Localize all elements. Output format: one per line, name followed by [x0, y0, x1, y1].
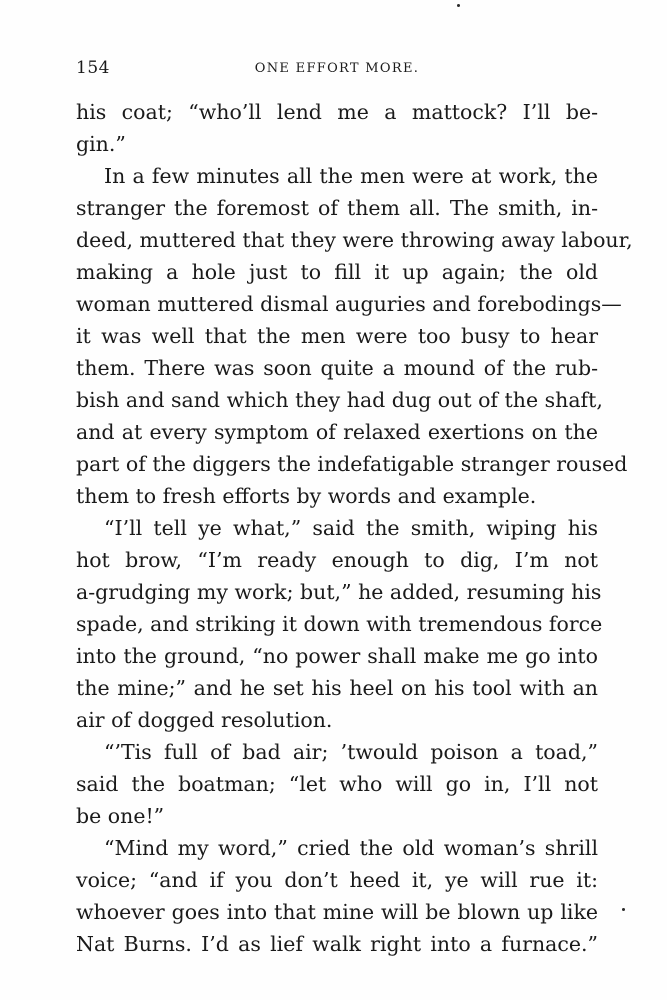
page-number: 154 — [76, 58, 110, 78]
body-text — [76, 96, 633, 960]
running-head — [76, 58, 598, 82]
text-line: deed, muttered that they were throwing away labour, — [76, 228, 633, 252]
text-line: hot brow, “I’m ready enough to dig, I’m not — [76, 548, 598, 572]
text-line: the mine;” and he set his heel on his tool with an — [76, 676, 598, 700]
text-line: Nat Burns. I’d as lief walk right into a furnace.” — [76, 932, 598, 956]
text-line: part of the diggers the indefatigable stranger roused — [76, 452, 628, 476]
text-line: gin.” — [76, 132, 126, 156]
text-line: into the ground, “no power shall make me go into — [76, 644, 598, 668]
text-line: “’Tis full of bad air; ’twould poison a toad,” — [104, 740, 598, 764]
text-line: “Mind my word,” cried the old woman’s shrill — [104, 836, 598, 860]
text-line: whoever goes into that mine will be blown up like — [76, 900, 598, 924]
text-line: In a few minutes all the men were at work, the — [104, 164, 598, 188]
text-line: air of dogged resolution. — [76, 708, 333, 732]
text-line: said the boatman; “let who will go in, I’ll not — [76, 772, 598, 796]
running-title: ONE EFFORT MORE. — [254, 61, 420, 76]
text-line: voice; “and if you don’t heed it, ye will rue it: — [76, 868, 598, 892]
ink-speck — [457, 4, 460, 7]
text-line: it was well that the men were too busy to hear — [76, 324, 598, 348]
text-line: and at every symptom of relaxed exertions on the — [76, 420, 598, 444]
text-line: making a hole just to fill it up again; the old — [76, 260, 598, 284]
text-line: his coat; “who’ll lend me a mattock? I’ll be- — [76, 100, 598, 124]
text-line: stranger the foremost of them all. The smith, in- — [76, 196, 598, 220]
text-line: spade, and striking it down with tremendous force — [76, 612, 603, 636]
text-line: woman muttered dismal auguries and forebodings— — [76, 292, 622, 316]
ink-speck — [622, 908, 625, 911]
text-line: them. There was soon quite a mound of the rub- — [76, 356, 598, 380]
text-line: bish and sand which they had dug out of the shaft, — [76, 388, 603, 412]
text-line: be one!” — [76, 804, 165, 828]
text-line: “I’ll tell ye what,” said the smith, wiping his — [104, 516, 598, 540]
text-line: a-grudging my work; but,” he added, resuming his — [76, 580, 602, 604]
text-line: them to fresh efforts by words and example. — [76, 484, 537, 508]
